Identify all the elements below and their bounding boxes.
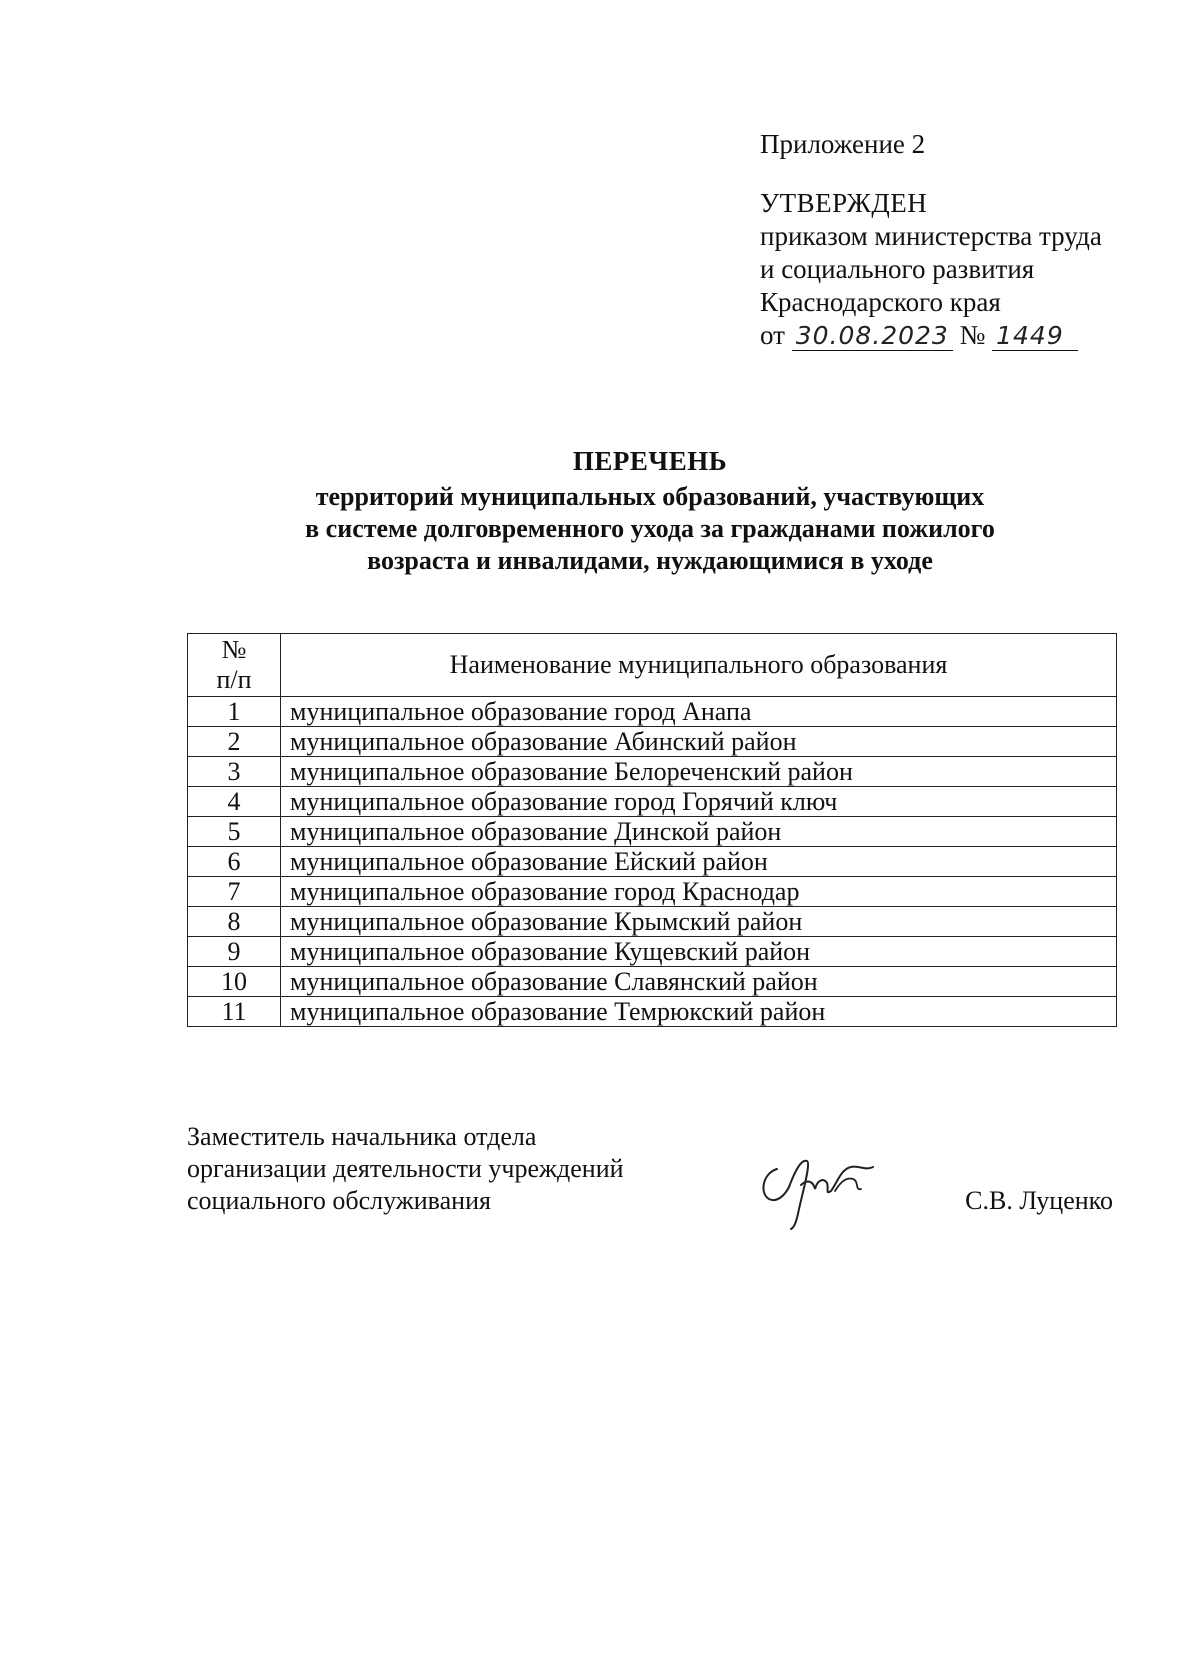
signature-block xyxy=(187,1121,1113,1231)
row-number: 4 xyxy=(188,787,281,817)
table-row xyxy=(188,817,1117,847)
column-header-name: Наименование муниципального образования xyxy=(281,634,1117,697)
table-row xyxy=(188,907,1117,937)
table-row xyxy=(188,757,1117,787)
signer-name: С.В. Луценко xyxy=(965,1186,1113,1215)
number-prefix: № xyxy=(959,320,986,350)
row-name: муниципальное образование Крымский район xyxy=(281,907,1117,937)
signer-position-line: организации деятельности учреждений xyxy=(187,1154,624,1183)
row-name: муниципальное образование Кущевский район xyxy=(281,937,1117,967)
approval-block xyxy=(760,128,1180,352)
approval-line: Краснодарского края xyxy=(760,287,1001,317)
table-row xyxy=(188,727,1117,757)
row-number: 7 xyxy=(188,877,281,907)
row-name: муниципальное образование Абинский район xyxy=(281,727,1117,757)
signer-position-line: Заместитель начальника отдела xyxy=(187,1122,537,1151)
order-number: 1449 xyxy=(992,322,1078,351)
row-name: муниципальное образование Белореченский район xyxy=(281,757,1117,787)
table-row xyxy=(188,847,1117,877)
table-row xyxy=(188,967,1117,997)
table-row xyxy=(188,697,1117,727)
row-name: муниципальное образование город Анапа xyxy=(281,697,1117,727)
column-header-number-line2: п/п xyxy=(216,665,252,694)
row-number: 8 xyxy=(188,907,281,937)
row-name: муниципальное образование Динской район xyxy=(281,817,1117,847)
signer-position-line: социального обслуживания xyxy=(187,1186,491,1215)
order-date: 30.08.2023 xyxy=(792,322,953,351)
row-number: 10 xyxy=(188,967,281,997)
table-row xyxy=(188,937,1117,967)
approval-line: приказом министерства труда xyxy=(760,221,1102,251)
document-subtitle-line: в системе долговременного ухода за гражданами пожилого xyxy=(305,514,995,543)
row-number: 11 xyxy=(188,997,281,1027)
approved-label: УТВЕРЖДЕН xyxy=(760,188,928,218)
approval-line: и социального развития xyxy=(760,254,1035,284)
table-row xyxy=(188,787,1117,817)
row-number: 5 xyxy=(188,817,281,847)
row-number: 2 xyxy=(188,727,281,757)
row-number: 1 xyxy=(188,697,281,727)
municipalities-table xyxy=(187,633,1117,1027)
table-row xyxy=(188,997,1117,1027)
row-name: муниципальное образование Ейский район xyxy=(281,847,1117,877)
document-title: ПЕРЕЧЕНЬ xyxy=(572,446,728,476)
row-name: муниципальное образование город Краснодар xyxy=(281,877,1117,907)
column-header-number-line1: № xyxy=(221,635,247,664)
column-header-number xyxy=(188,634,281,697)
table-row xyxy=(188,877,1117,907)
row-name: муниципальное образование город Горячий ключ xyxy=(281,787,1117,817)
date-prefix: от xyxy=(760,320,785,350)
row-number: 6 xyxy=(188,847,281,877)
order-date-line xyxy=(760,319,1180,352)
table-header-row xyxy=(188,634,1117,697)
signer-position xyxy=(187,1121,707,1217)
document-subtitle-line: территорий муниципальных образований, участвующих xyxy=(315,482,985,511)
row-name: муниципальное образование Славянский район xyxy=(281,967,1117,997)
row-number: 9 xyxy=(188,937,281,967)
row-name: муниципальное образование Темрюкский район xyxy=(281,997,1117,1027)
appendix-label: Приложение 2 xyxy=(760,129,926,159)
row-number: 3 xyxy=(188,757,281,787)
document-heading xyxy=(200,445,1100,577)
handwritten-signature-icon xyxy=(755,1151,885,1231)
document-subtitle-line: возраста и инвалидами, нуждающимися в уходе xyxy=(367,546,933,575)
